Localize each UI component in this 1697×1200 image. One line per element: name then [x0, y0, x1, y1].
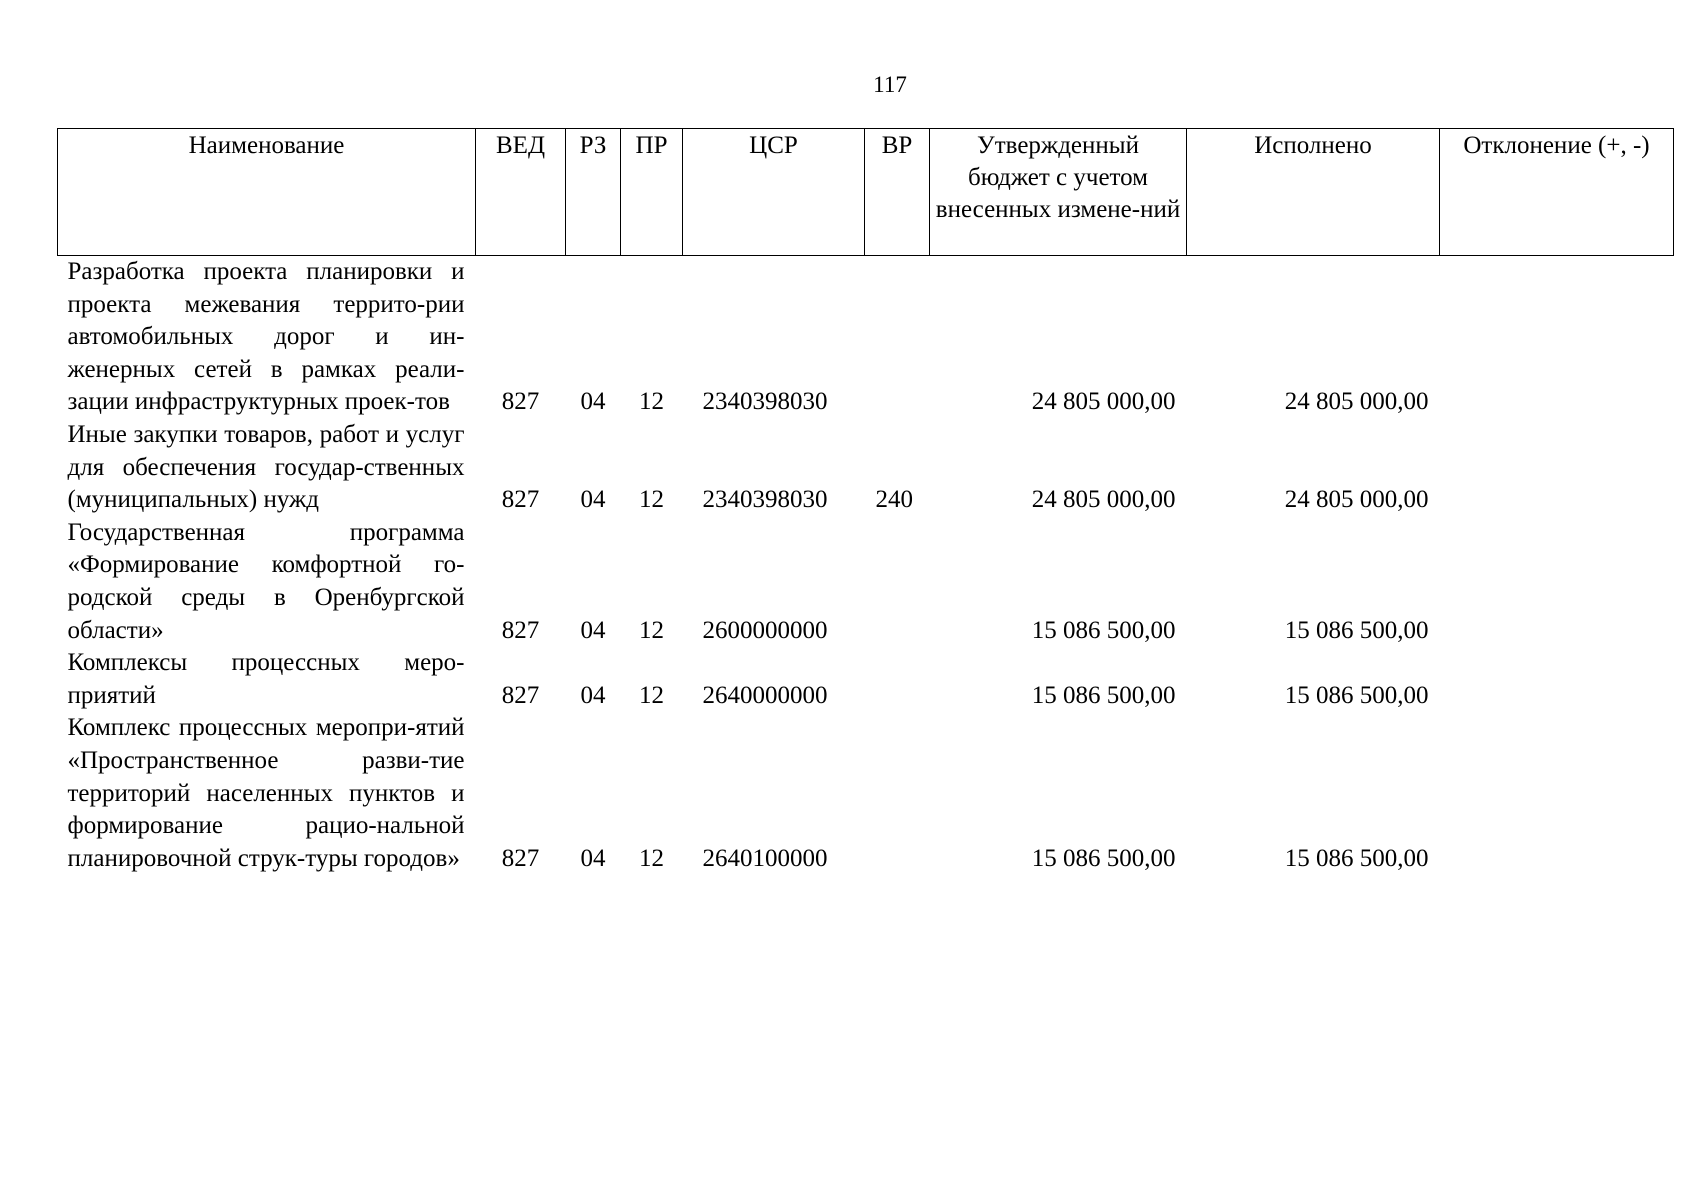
cell-vr	[865, 712, 930, 875]
cell-rz: 04	[580, 388, 606, 416]
cell-pr: 12	[639, 616, 664, 644]
cell-executed: 24 805 000,00	[1284, 486, 1429, 514]
cell-csr: 2600000000	[702, 616, 828, 644]
cell-vr	[865, 647, 930, 712]
header-pr: ПР	[621, 129, 683, 256]
cell-approved: 15 086 500,00	[1031, 616, 1176, 644]
header-name: Наименование	[58, 129, 476, 256]
header-rz: РЗ	[566, 129, 621, 256]
table-row	[58, 419, 1674, 517]
cell-name: Комплексы процессных меро-приятий	[67, 649, 465, 709]
budget-table	[57, 128, 1674, 875]
page-number: 117	[873, 72, 907, 97]
table-row	[58, 712, 1674, 875]
cell-ved: 827	[501, 486, 540, 514]
cell-deviation	[1440, 256, 1674, 419]
header-vr: ВР	[865, 129, 930, 256]
cell-rz: 04	[580, 616, 606, 644]
cell-rz: 04	[580, 486, 606, 514]
cell-executed: 24 805 000,00	[1284, 388, 1429, 416]
header-csr: ЦСР	[683, 129, 865, 256]
cell-ved: 827	[501, 844, 540, 872]
header-deviation: Отклонение (+, -)	[1440, 129, 1674, 256]
cell-vr	[865, 517, 930, 647]
header-executed: Исполнено	[1187, 129, 1440, 256]
cell-executed: 15 086 500,00	[1284, 844, 1429, 872]
header-approved: Утвержденный бюджет с учетом внесенных измене-ний	[930, 129, 1187, 256]
cell-csr: 2640100000	[702, 844, 828, 872]
cell-executed: 15 086 500,00	[1284, 681, 1429, 709]
cell-ved: 827	[501, 681, 540, 709]
cell-pr: 12	[639, 388, 664, 416]
cell-ved: 827	[501, 616, 540, 644]
table-row	[58, 517, 1674, 647]
cell-csr: 2640000000	[702, 681, 828, 709]
cell-approved: 15 086 500,00	[1031, 844, 1176, 872]
cell-ved: 827	[501, 388, 540, 416]
cell-deviation	[1440, 419, 1674, 517]
cell-csr: 2340398030	[702, 388, 828, 416]
table-row	[58, 256, 1674, 419]
cell-name: Разработка проекта планировки и проекта межевания террито-рии автомобильных дорог и ин-женерных сетей в рамках реали-зации инфраструктурных проек-тов	[67, 258, 465, 416]
cell-executed: 15 086 500,00	[1284, 616, 1429, 644]
cell-csr: 2340398030	[702, 486, 828, 514]
cell-rz: 04	[580, 844, 606, 872]
header-ved: ВЕД	[476, 129, 566, 256]
cell-pr: 12	[639, 486, 664, 514]
cell-approved: 15 086 500,00	[1031, 681, 1176, 709]
cell-name: Государственная программа «Формирование комфортной го-родской среды в Оренбургской области»	[67, 518, 465, 644]
table-header-row	[58, 129, 1674, 256]
table-body	[58, 256, 1674, 876]
cell-pr: 12	[639, 681, 664, 709]
cell-deviation	[1440, 517, 1674, 647]
cell-name: Иные закупки товаров, работ и услуг для обеспечения государ-ственных (муниципальных) нужд	[67, 420, 465, 514]
cell-pr: 12	[639, 844, 664, 872]
cell-vr	[865, 256, 930, 419]
cell-approved: 24 805 000,00	[1031, 388, 1176, 416]
cell-rz: 04	[580, 681, 606, 709]
cell-name: Комплекс процессных меропри-ятий «Пространственное разви-тие территорий населенных пунктов и формирование рацио-нальной планировочной струк-туры городов»	[67, 714, 465, 872]
cell-deviation	[1440, 712, 1674, 875]
table-row	[58, 647, 1674, 712]
cell-vr: 240	[875, 486, 913, 514]
cell-deviation	[1440, 647, 1674, 712]
cell-approved: 24 805 000,00	[1031, 486, 1176, 514]
